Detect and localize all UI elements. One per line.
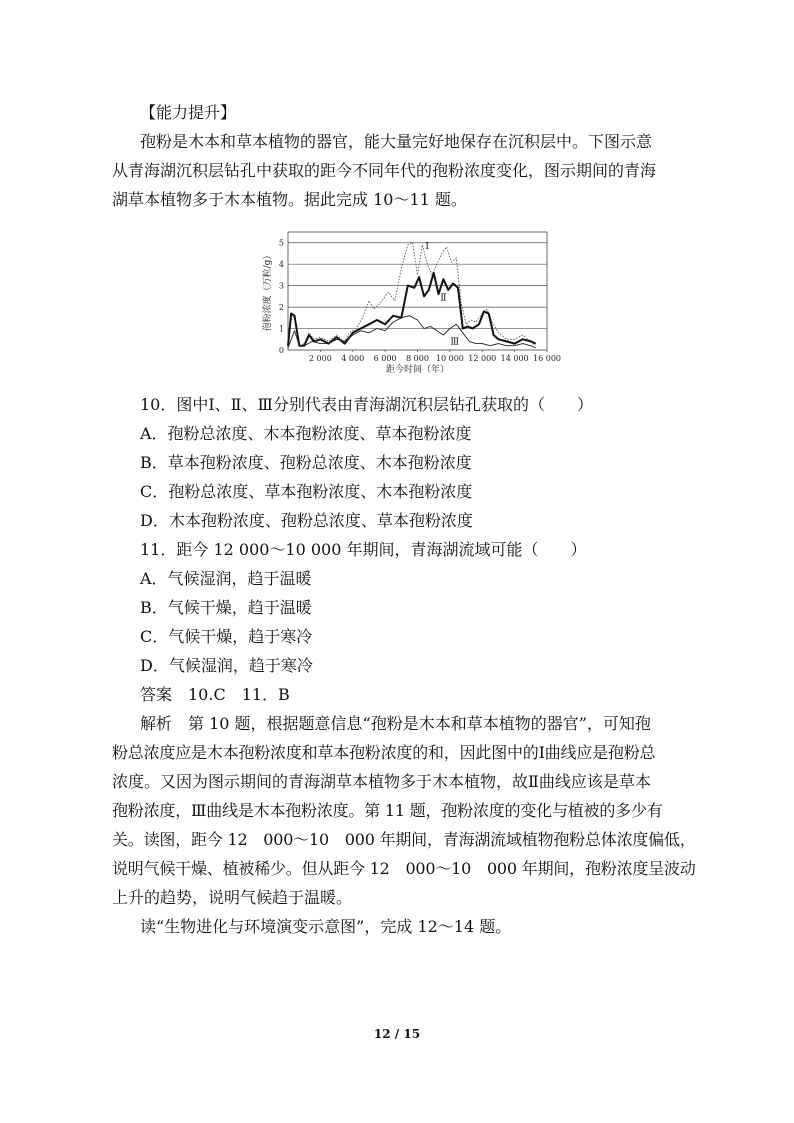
- y-tick-label: 0: [278, 346, 284, 355]
- y-tick-label: 3: [278, 281, 284, 291]
- intro-line-2: 从青海湖沉积层钻孔中获取的距今不同年代的孢粉浓度变化，图示期间的青海: [112, 161, 657, 180]
- intro-line-3: 湖草本植物多于木本植物。据此完成 10～11 题。: [112, 190, 467, 209]
- chart-series: [288, 243, 536, 348]
- x-tick-label: 6 000: [373, 354, 397, 363]
- x-tick-label: 8 000: [406, 354, 429, 363]
- y-axis-label: 孢粉浓度（万粒/g）: [263, 250, 273, 332]
- q10-stem: 10．图中Ⅰ、Ⅱ、Ⅲ分别代表由青海湖沉积层钻孔获取的（ ）: [140, 395, 593, 414]
- next-prompt: 读“生物进化与环境演变示意图”，完成 12～14 题。: [140, 917, 512, 936]
- q10-option-c: C．孢粉总浓度、草本孢粉浓度、木本孢粉浓度: [140, 482, 473, 501]
- chart-grid: [288, 243, 547, 329]
- series-annotation-2: Ⅱ: [440, 293, 447, 304]
- series-line-2: [288, 273, 536, 346]
- q10-option-b: B．草本孢粉浓度、孢粉总浓度、木本孢粉浓度: [140, 453, 472, 472]
- y-tick-label: 5: [278, 238, 284, 248]
- q11-option-c: C．气候干燥，趋于寒冷: [140, 627, 313, 646]
- q10-option-a: A．孢粉总浓度、木本孢粉浓度、草本孢粉浓度: [140, 424, 472, 443]
- q11-stem: 11．距今 12 000～10 000 年期间，青海湖流域可能（ ）: [140, 540, 587, 559]
- q11-option-a: A．气候湿润，趋于温暖: [140, 569, 312, 588]
- section-heading: 【能力提升】: [140, 103, 237, 122]
- x-tick-label: 10 000: [435, 354, 464, 363]
- x-axis-label: 距今时间（年）: [385, 365, 450, 375]
- analysis-line-7: 上升的趋势，说明气候趋于温暖。: [112, 888, 353, 907]
- series-line-3: [288, 316, 536, 348]
- q10-option-d: D．木本孢粉浓度、孢粉总浓度、草本孢粉浓度: [140, 511, 473, 530]
- series-annotation-1: Ⅰ: [425, 242, 429, 253]
- analysis-line-1: 解析 第 10 题，根据题意信息“孢粉是木本和草本植物的器官”，可知孢: [140, 714, 651, 733]
- analysis-line-4: 孢粉浓度，Ⅲ曲线是木本孢粉浓度。第 11 题，孢粉浓度的变化与植被的多少有: [112, 801, 663, 820]
- y-tick-label: 4: [278, 260, 284, 270]
- x-tick-label: 14 000: [500, 354, 529, 363]
- x-tick-label: 2 000: [308, 354, 332, 363]
- series-annotation-3: Ⅲ: [450, 337, 460, 348]
- q11-option-d: D．气候湿润，趋于寒冷: [140, 656, 313, 675]
- x-tick-label: 12 000: [468, 354, 497, 363]
- chart-axes: [288, 232, 547, 352]
- x-tick-label: 4 000: [341, 354, 365, 363]
- pollen-concentration-chart: [258, 228, 568, 376]
- analysis-line-6: 说明气候干燥、植被稀少。但从距今 12 000～10 000 年期间，孢粉浓度呈波动: [112, 859, 696, 878]
- page-number: 12 / 15: [373, 1027, 421, 1041]
- intro-line-1: 孢粉是木本和草本植物的器官，能大量完好地保存在沉积层中。下图示意: [140, 132, 653, 151]
- y-tick-label: 1: [278, 324, 284, 334]
- y-tick-label: 2: [278, 303, 284, 313]
- q11-option-b: B．气候干燥，趋于温暖: [140, 598, 312, 617]
- series-line-1: [288, 243, 536, 346]
- answer: 答案 10.C 11．B: [140, 685, 290, 704]
- x-tick-label: 16 000: [533, 354, 561, 363]
- analysis-line-2: 粉总浓度应是木本孢粉浓度和草本孢粉浓度的和，因此图中的Ⅰ曲线应是孢粉总: [112, 743, 656, 762]
- plot-frame: [288, 232, 547, 350]
- analysis-line-5: 关。读图，距今 12 000～10 000 年期间，青海湖流域植物孢粉总体浓度偏低，: [112, 830, 696, 849]
- analysis-line-3: 浓度。又因为图示期间的青海湖草本植物多于木本植物，故Ⅱ曲线应该是草本: [112, 772, 651, 791]
